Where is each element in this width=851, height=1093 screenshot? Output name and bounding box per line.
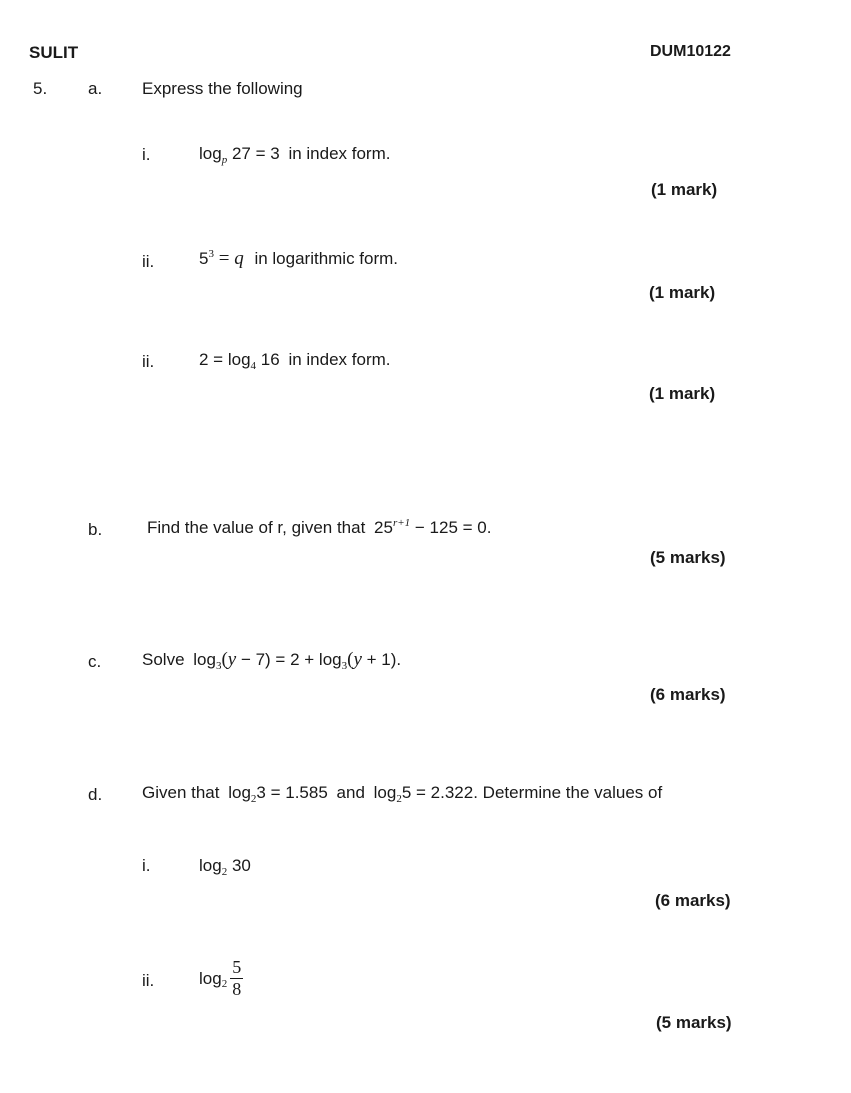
equation-rest: − 125 = 0.	[410, 518, 492, 537]
part-d-suffix: . Determine the values of	[473, 783, 663, 802]
lhs-rest: − 7) = 2 +	[236, 650, 319, 669]
variable-q: q	[234, 248, 244, 269]
part-c-label: c.	[88, 652, 102, 671]
power-exponent: r+1	[392, 517, 411, 530]
log-base: 2	[250, 792, 257, 805]
part-a-iii-text: in index form.	[288, 350, 391, 369]
log-base: p	[221, 153, 228, 166]
part-a-intro: Express the following	[142, 79, 303, 98]
header-course-code: DUM10122	[650, 43, 731, 60]
part-d-question	[142, 783, 663, 805]
part-d-i-label: i.	[142, 856, 151, 875]
part-b-marks: (5 marks)	[650, 548, 726, 567]
log-rest: 27 = 3	[231, 144, 280, 163]
log-rest: 3 = 1.585	[256, 783, 328, 802]
part-a-i-text: in index form.	[288, 144, 391, 163]
log-base: 3	[341, 659, 348, 672]
part-a-i-label: i.	[142, 145, 151, 164]
part-a-iii-expression	[199, 350, 391, 372]
rhs-rest: + 1).	[361, 650, 402, 669]
part-d-ii-marks: (5 marks)	[656, 1013, 732, 1032]
part-b-text: Find the value of r, given that	[147, 518, 366, 537]
part-a-i-marks: (1 mark)	[651, 180, 718, 199]
part-d-ii-expression: log $_2$ $\frac{5}{8}$	[199, 957, 242, 999]
question-number: 5.	[33, 79, 48, 98]
paren-open: (	[221, 649, 228, 670]
part-d-prefix: Given that	[142, 783, 220, 802]
log-text: log	[193, 650, 216, 669]
log-text: log	[199, 968, 222, 988]
log-argument: 30	[231, 856, 251, 875]
log-text: log	[199, 144, 222, 163]
part-a-i-expression	[199, 144, 391, 166]
log-base: 2	[396, 792, 402, 805]
part-a-ii-expression	[199, 249, 398, 268]
equals-sign: =	[218, 248, 230, 269]
part-a-ii-marks: (1 mark)	[649, 283, 716, 302]
part-a-ii-text: in logarithmic form.	[254, 249, 399, 268]
log-text: log	[318, 650, 342, 669]
log-argument: 16	[260, 350, 280, 369]
log-text: log	[373, 783, 397, 802]
variable-y: y	[353, 649, 362, 670]
paren-open: (	[347, 649, 354, 670]
part-c-text: Solve	[142, 650, 185, 669]
log-rest: 5 = 2.322	[401, 783, 474, 802]
fraction	[230, 958, 243, 999]
part-a-iii-marks: (1 mark)	[649, 384, 716, 403]
power-base: 25	[374, 518, 393, 537]
log-text: log	[228, 783, 251, 802]
log-base: 2	[221, 865, 228, 878]
log-base: 3	[215, 659, 222, 672]
power-exponent: 3	[208, 248, 214, 261]
variable-y: y	[227, 649, 237, 670]
lhs-text: 2 =	[199, 350, 228, 369]
part-b-label: b.	[88, 520, 103, 539]
header-sulit: SULIT	[29, 43, 79, 62]
log-text: log	[199, 856, 222, 875]
part-d-mid: and	[336, 783, 365, 802]
part-d-ii-label: ii.	[142, 971, 155, 990]
log-text: log	[227, 350, 251, 369]
log-base: 4	[250, 359, 257, 372]
part-d-i-marks: (6 marks)	[655, 891, 731, 910]
part-b-question	[147, 518, 491, 537]
part-a-iii-label: ii.	[142, 352, 155, 371]
fraction-numerator: 5	[232, 957, 242, 977]
part-d-label: d.	[88, 785, 103, 804]
power-base: 5	[199, 249, 209, 268]
part-d-i-expression	[199, 856, 251, 878]
fraction-denominator: 8	[232, 978, 242, 999]
part-a-ii-label: ii.	[142, 252, 155, 271]
part-c-question	[142, 649, 402, 672]
part-c-marks: (6 marks)	[650, 685, 726, 704]
part-a-label: a.	[88, 79, 103, 98]
